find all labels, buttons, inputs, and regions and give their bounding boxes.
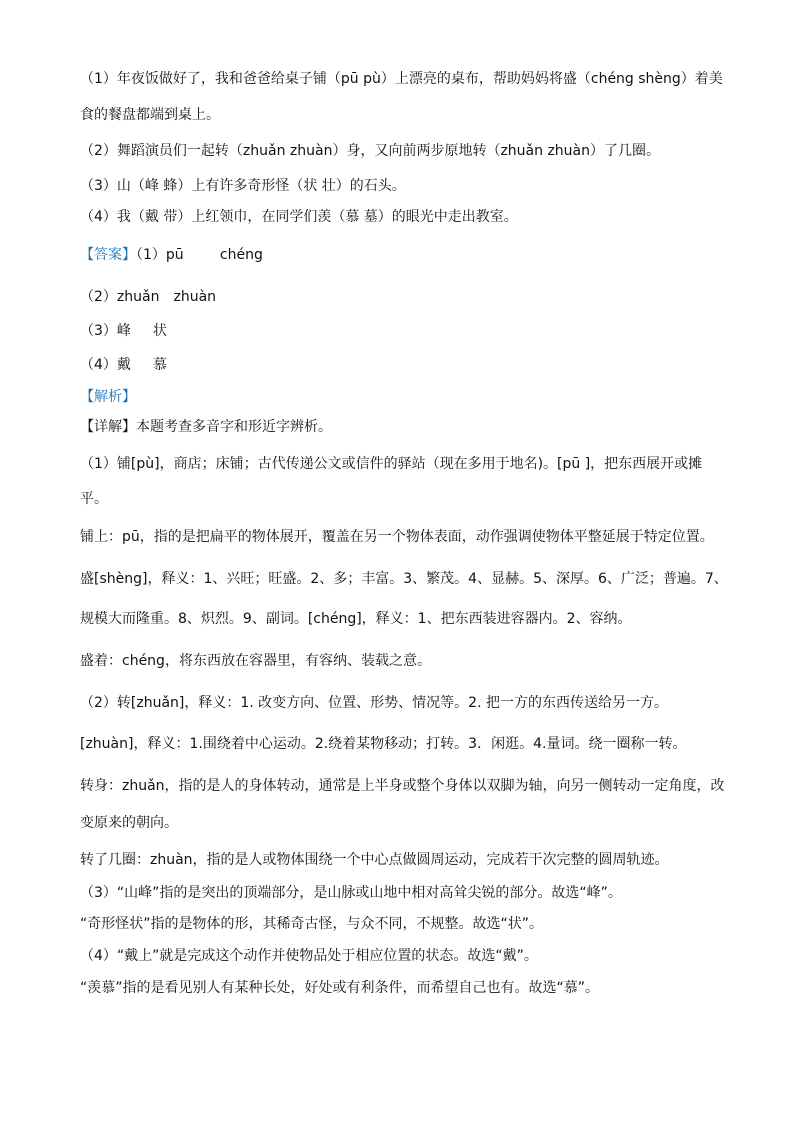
analysis-paragraph-7-line-1: 转身：zhuǎn，指的是人的身体转动，通常是上半身或整个身体以双脚为轴，向另一侧转动一定角度，改 <box>80 778 725 794</box>
analysis-paragraph-3-line-1: 盛[shèng]，释义：1、兴旺；旺盛。2、多；丰富。3、繁茂。4、显赫。5、深厚。6、广泛；普遍。7、 <box>80 571 728 587</box>
question-4: （4）我（戴 带）上红领巾，在同学们羡（慕 墓）的眼光中走出教室。 <box>80 209 518 225</box>
detail-line <box>80 418 730 436</box>
answer-4-value-2: 慕 <box>152 357 167 373</box>
answer-2-value-1: zhuǎn <box>116 289 160 305</box>
answer-3-value-1: 峰 <box>116 323 131 339</box>
question-1-line-2: 食的餐盘都端到桌上。 <box>80 107 220 123</box>
analysis-paragraph-2: 铺上：pū，指的是把扁平的物体展开，覆盖在另一个物体表面，动作强调使物体平整延展于特定位置。 <box>80 529 714 545</box>
question-3: （3）山（峰 蜂）上有许多奇形怪（状 壮）的石头。 <box>80 178 406 194</box>
analysis-paragraph-8: 转了几圈：zhuàn，指的是人或物体围绕一个中心点做圆周运动，完成若干次完整的圆周轨迹。 <box>80 852 669 868</box>
answer-2-value-2: zhuàn <box>173 289 217 305</box>
question-1-line-1: （1）年夜饭做好了，我和爸爸给桌子铺（pū pù）上漂亮的桌布，帮助妈妈将盛（chéng shèng）着美 <box>80 71 723 87</box>
answer-1-value-1: pū <box>165 247 184 263</box>
analysis-paragraph-9: （3）“山峰”指的是突出的顶端部分，是山脉或山地中相对高耸尖锐的部分。故选“峰”。 <box>80 885 622 901</box>
answer-4-value-1: 戴 <box>116 357 131 373</box>
analysis-paragraph-5: （2）转[zhuǎn]，释义：1. 改变方向、位置、形势、情况等。2. 把一方的东西传送给另一方。 <box>80 695 668 711</box>
analysis-paragraph-7-line-2: 变原来的朝向。 <box>80 815 178 831</box>
analysis-paragraph-12: “羡慕”指的是看见别人有某种长处，好处或有利条件，而希望自己也有。故选“慕”。 <box>80 980 600 996</box>
detail-tag: 【详解】 <box>80 419 136 435</box>
answer-3-number: （3） <box>80 323 117 339</box>
analysis-paragraph-1-line-2: 平。 <box>80 491 108 507</box>
answer-3-value-2: 状 <box>152 323 167 339</box>
answer-1-value-2: chéng <box>219 247 263 263</box>
detail-text: 本题考查多音字和形近字辨析。 <box>136 419 332 435</box>
analysis-paragraph-11: （4）“戴上”就是完成这个动作并使物品处于相应位置的状态。故选“戴”。 <box>80 948 538 964</box>
analysis-tag: 【解析】 <box>80 389 136 405</box>
answer-row-3 <box>80 322 730 340</box>
analysis-paragraph-10: “奇形怪状”指的是物体的形，其稀奇古怪，与众不同，不规整。故选“状”。 <box>80 916 544 932</box>
question-2: （2）舞蹈演员们一起转（zhuǎn zhuàn）身，又向前两步原地转（zhuǎn zhuàn）了几圈。 <box>80 143 660 159</box>
answer-row-2 <box>80 288 730 306</box>
analysis-paragraph-4: 盛着：chéng，将东西放在容器里，有容纳、装载之意。 <box>80 653 431 669</box>
answer-1-number: （1） <box>136 247 166 263</box>
answer-row-4 <box>80 356 730 374</box>
answer-2-number: （2） <box>80 289 117 305</box>
answer-4-number: （4） <box>80 357 117 373</box>
answer-tag: 【答案】 <box>80 247 136 263</box>
analysis-paragraph-1-line-1: （1）铺[pù]，商店；床铺；古代传递公文或信件的驿站（现在多用于地名)。[pū ]，把东西展开或摊 <box>80 456 703 472</box>
analysis-paragraph-6: [zhuàn]，释义：1.围绕着中心运动。2.绕着某物移动；打转。3．闲逛。4.量词。绕一圈称一转。 <box>80 736 687 752</box>
analysis-paragraph-3-line-2: 规模大而隆重。8、炽烈。9、副词。[chéng]，释义：1、把东西装进容器内。2、容纳。 <box>80 611 632 627</box>
answer-row-1 <box>80 246 730 264</box>
